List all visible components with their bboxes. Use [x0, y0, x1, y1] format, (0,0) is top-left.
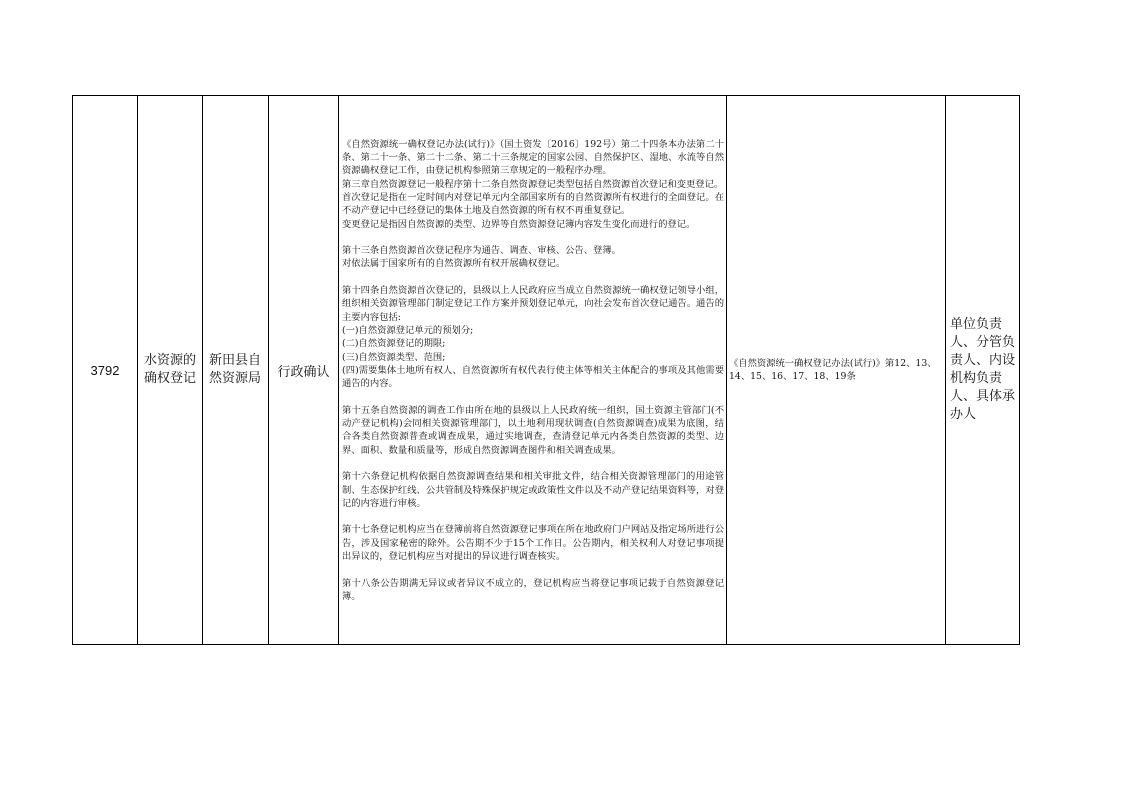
department-cell — [203, 96, 269, 645]
legal-reference: 《自然资源统一确权登记办法(试行)》第12、13、14、15、16、17、18、19条 — [729, 357, 937, 382]
legal-reference-cell — [727, 96, 946, 645]
basis-paragraph: 第十四条自然资源首次登记的，县级以上人民政府应当成立自然资源统一确权登记领导小组，组织相关资源管理部门制定登记工作方案并预划登记单元，向社会发布首次登记通告。通告的主要内容包括: (一)自然资源登记单元的预划分; (二)自然资源登记的期限; (三)自然资源类型、范围; (四)需要集体土地所有权人、自然资源所有权代表行使主体等相关主体配合的事项及其他需要通告的内容。 — [342, 285, 724, 390]
basis-paragraph: 第十七条登记机构应当在登簿前将自然资源登记事项在所在地政府门户网站及指定场所进行公告，涉及国家秘密的除外。公告期不少于15个工作日。公告期内，相关权利人对登记事项提出异议的，登记机构应当对提出的异议进行调查核实。 — [342, 524, 724, 562]
department-name: 新田县自然资源局 — [209, 353, 262, 386]
basis-paragraph: 第十三条自然资源首次登记程序为通告、调查、审核、公告、登簿。 对依法属于国家所有的自然资源所有权开展确权登记。 — [342, 245, 621, 270]
table-row — [73, 96, 1020, 645]
item-name: 水资源的确权登记 — [144, 353, 197, 386]
responsible-persons-cell — [946, 96, 1020, 645]
responsible-persons: 单位负责人、分管负责人、内设机构负责人、具体承办人 — [950, 317, 1016, 422]
basis-paragraph: 第十五条自然资源的调查工作由所在地的县级以上人民政府统一组织，国土资源主管部门(不动产登记机构)会同相关资源管理部门，以土地利用现状调查(自然资源调查)成果为底图，结合各类自然资源普查或调查成果，通过实地调查，查清登记单元内各类自然资源的类型、边界、面积、数量和质量等，形成自然资源调查图件和相关调查成果。 — [342, 404, 724, 456]
paragraph-spacer — [342, 390, 724, 403]
power-category: 行政确认 — [277, 364, 330, 380]
legal-basis-cell — [339, 96, 727, 645]
paragraph-spacer — [342, 563, 724, 576]
paragraph-spacer — [342, 231, 724, 244]
row-number-cell — [73, 96, 138, 645]
basis-paragraph: 第十六条登记机构依据自然资源调查结果和相关审批文件，结合相关资源管理部门的用途管制、生态保护红线、公共管制及特殊保护规定或政策性文件以及不动产登记结果资料等，对登记的内容进行审核。 — [342, 471, 724, 509]
basis-paragraph: 《自然资源统一确权登记办法(试行)》（国土资发〔2016〕192号）第二十四条本办法第二十条、第二十一条、第二十二条、第二十三条规定的国家公园、自然保护区、湿地、水流等自然资源确权登记工作，由登记机构参照第三章规定的一般程序办理。 第三章自然资源登记一般程序第十二条自然资源登记类型包括自然资源首次登记和变更登记。 首次登记是指在一定时间内对登记单元内全部国家所有的自然资源所有权进行的全面登记。在不动产登记中已经登记的集体土地及自然资源的所有权不再重复登记。 变更登记是指因自然资源的类型、边界等自然资源登记簿内容发生变化而进行的登记。 — [342, 138, 724, 230]
paragraph-spacer — [342, 271, 724, 284]
power-list-table — [72, 95, 1020, 645]
category-cell — [269, 96, 339, 645]
basis-paragraph: 第十八条公告期满无异议或者异议不成立的，登记机构应当将登记事项记载于自然资源登记簿。 — [342, 577, 724, 602]
paragraph-spacer — [342, 457, 724, 470]
item-name-cell — [138, 96, 203, 645]
paragraph-spacer — [342, 510, 724, 523]
row-number: 3792 — [90, 362, 120, 378]
